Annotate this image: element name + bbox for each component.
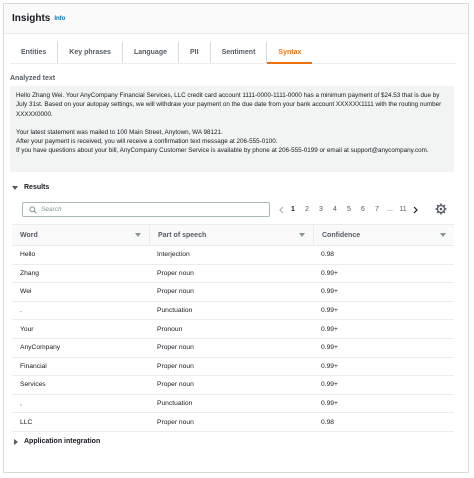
results-section-toggle[interactable] [12, 184, 49, 191]
pagination-ellipsis: ... [387, 206, 393, 213]
next-page-button[interactable] [410, 202, 420, 217]
column-header-part-of-speech[interactable] [149, 225, 313, 245]
cell-confidence: 0.98 [321, 418, 335, 426]
chevron-right-icon [413, 206, 418, 214]
cell-word: . [20, 307, 22, 315]
analyzed-paragraph-1: Hello Zhang Wei. Your AnyCompany Financial Services, LLC credit card account 1111-0000-1111-0000 has a minimum payment of $24.53 that is due by July 31st. Based on your autopay settings, we will withdraw your payment on the due date from your bank account XXXXXX1111 with the routing number XXXXX0000. [16, 92, 442, 118]
cell-part-of-speech: Proper noun [157, 418, 194, 426]
analyzed-text-box [10, 86, 454, 172]
cell-confidence: 0.99+ [321, 362, 338, 370]
sort-caret-icon [135, 233, 141, 237]
cell-part-of-speech: Proper noun [157, 344, 194, 352]
cell-confidence: 0.99+ [321, 325, 338, 333]
cell-part-of-speech: Punctuation [157, 307, 193, 315]
insights-tabs [10, 42, 456, 64]
info-link[interactable]: Info [54, 16, 66, 22]
page-11-button[interactable]: 11 [399, 206, 407, 213]
sort-caret-icon [440, 233, 446, 237]
page-5-button[interactable]: 5 [347, 206, 351, 213]
results-label: Results [24, 184, 50, 191]
cell-word: LLC [20, 418, 33, 426]
analyzed-line: After your payment is received, you will receive a confirmation text message at 206-555-0100. [16, 138, 278, 146]
column-header-label: Word [20, 231, 38, 239]
table-row [12, 265, 454, 284]
panel-header [4, 4, 468, 34]
tab-entities[interactable]: Entities [10, 42, 58, 63]
cell-word: Services [20, 381, 46, 389]
tab-syntax[interactable]: Syntax [267, 42, 312, 64]
table-row [12, 302, 454, 321]
application-integration-toggle[interactable] [14, 438, 100, 445]
analyzed-text-label: Analyzed text [10, 75, 56, 82]
page-2-button[interactable]: 2 [305, 206, 309, 213]
cell-word: , [20, 400, 22, 408]
cell-confidence: 0.99+ [321, 269, 338, 277]
cell-part-of-speech: Proper noun [157, 362, 194, 370]
cell-confidence: 0.98 [321, 251, 335, 259]
table-row [12, 376, 454, 395]
sort-caret-icon [299, 233, 305, 237]
analyzed-line: Your latest statement was mailed to 100 Main Street, Anytown, WA 98121. [16, 128, 223, 136]
page-7-button[interactable]: 7 [375, 206, 379, 213]
cell-word: Your [20, 325, 34, 333]
cell-confidence: 0.99+ [321, 307, 338, 315]
cell-part-of-speech: Pronoun [157, 325, 183, 333]
cell-confidence: 0.99+ [321, 344, 338, 352]
table-row [12, 413, 454, 432]
tab-pii[interactable]: PII [179, 42, 211, 63]
page-6-button[interactable]: 6 [361, 206, 365, 213]
cell-word: Hello [20, 251, 36, 259]
table-row [12, 339, 454, 358]
page-4-button[interactable]: 4 [333, 206, 337, 213]
page-title: Insights [12, 13, 51, 24]
table-row [12, 358, 454, 377]
search-box [22, 202, 270, 217]
cell-confidence: 0.99+ [321, 400, 338, 408]
search-input[interactable] [41, 204, 261, 216]
syntax-results-table [12, 224, 454, 432]
cell-word: AnyCompany [20, 344, 61, 352]
column-header-confidence[interactable] [313, 225, 454, 245]
column-header-label: Confidence [322, 231, 361, 239]
caret-down-icon [12, 186, 18, 190]
page-3-button[interactable]: 3 [319, 206, 323, 213]
tab-language[interactable]: Language [123, 42, 179, 63]
previous-page-button[interactable] [276, 202, 286, 217]
cell-part-of-speech: Proper noun [157, 269, 194, 277]
tab-key-phrases[interactable]: Key phrases [58, 42, 123, 63]
table-row [12, 395, 454, 414]
cell-part-of-speech: Proper noun [157, 381, 194, 389]
cell-confidence: 0.99+ [321, 288, 338, 296]
application-integration-label: Application integration [24, 438, 101, 445]
cell-confidence: 0.99+ [321, 381, 338, 389]
cell-word: Wei [20, 288, 32, 296]
cell-word: Financial [20, 362, 47, 370]
table-row [12, 246, 454, 265]
page-1-button[interactable]: 1 [291, 206, 295, 213]
gear-icon[interactable] [435, 203, 447, 215]
table-row [12, 320, 454, 339]
column-header-word[interactable] [12, 225, 149, 245]
column-header-label: Part of speech [158, 231, 207, 239]
tab-sentiment[interactable]: Sentiment [211, 42, 268, 63]
table-body [12, 246, 454, 432]
pagination [276, 202, 420, 217]
cell-word: Zhang [20, 269, 39, 277]
analyzed-line: If you have questions about your bill, AnyCompany Customer Service is available by phone at 206-555-0199 or email at support@anycompany.com. [16, 147, 429, 155]
search-icon [27, 204, 39, 216]
cell-part-of-speech: Punctuation [157, 400, 193, 408]
table-row [12, 283, 454, 302]
analyzed-paragraph-2 [16, 128, 448, 156]
cell-part-of-speech: Interjection [157, 251, 190, 259]
table-header [12, 224, 454, 246]
caret-right-icon [14, 439, 18, 445]
cell-part-of-speech: Proper noun [157, 288, 194, 296]
chevron-left-icon [279, 206, 284, 214]
